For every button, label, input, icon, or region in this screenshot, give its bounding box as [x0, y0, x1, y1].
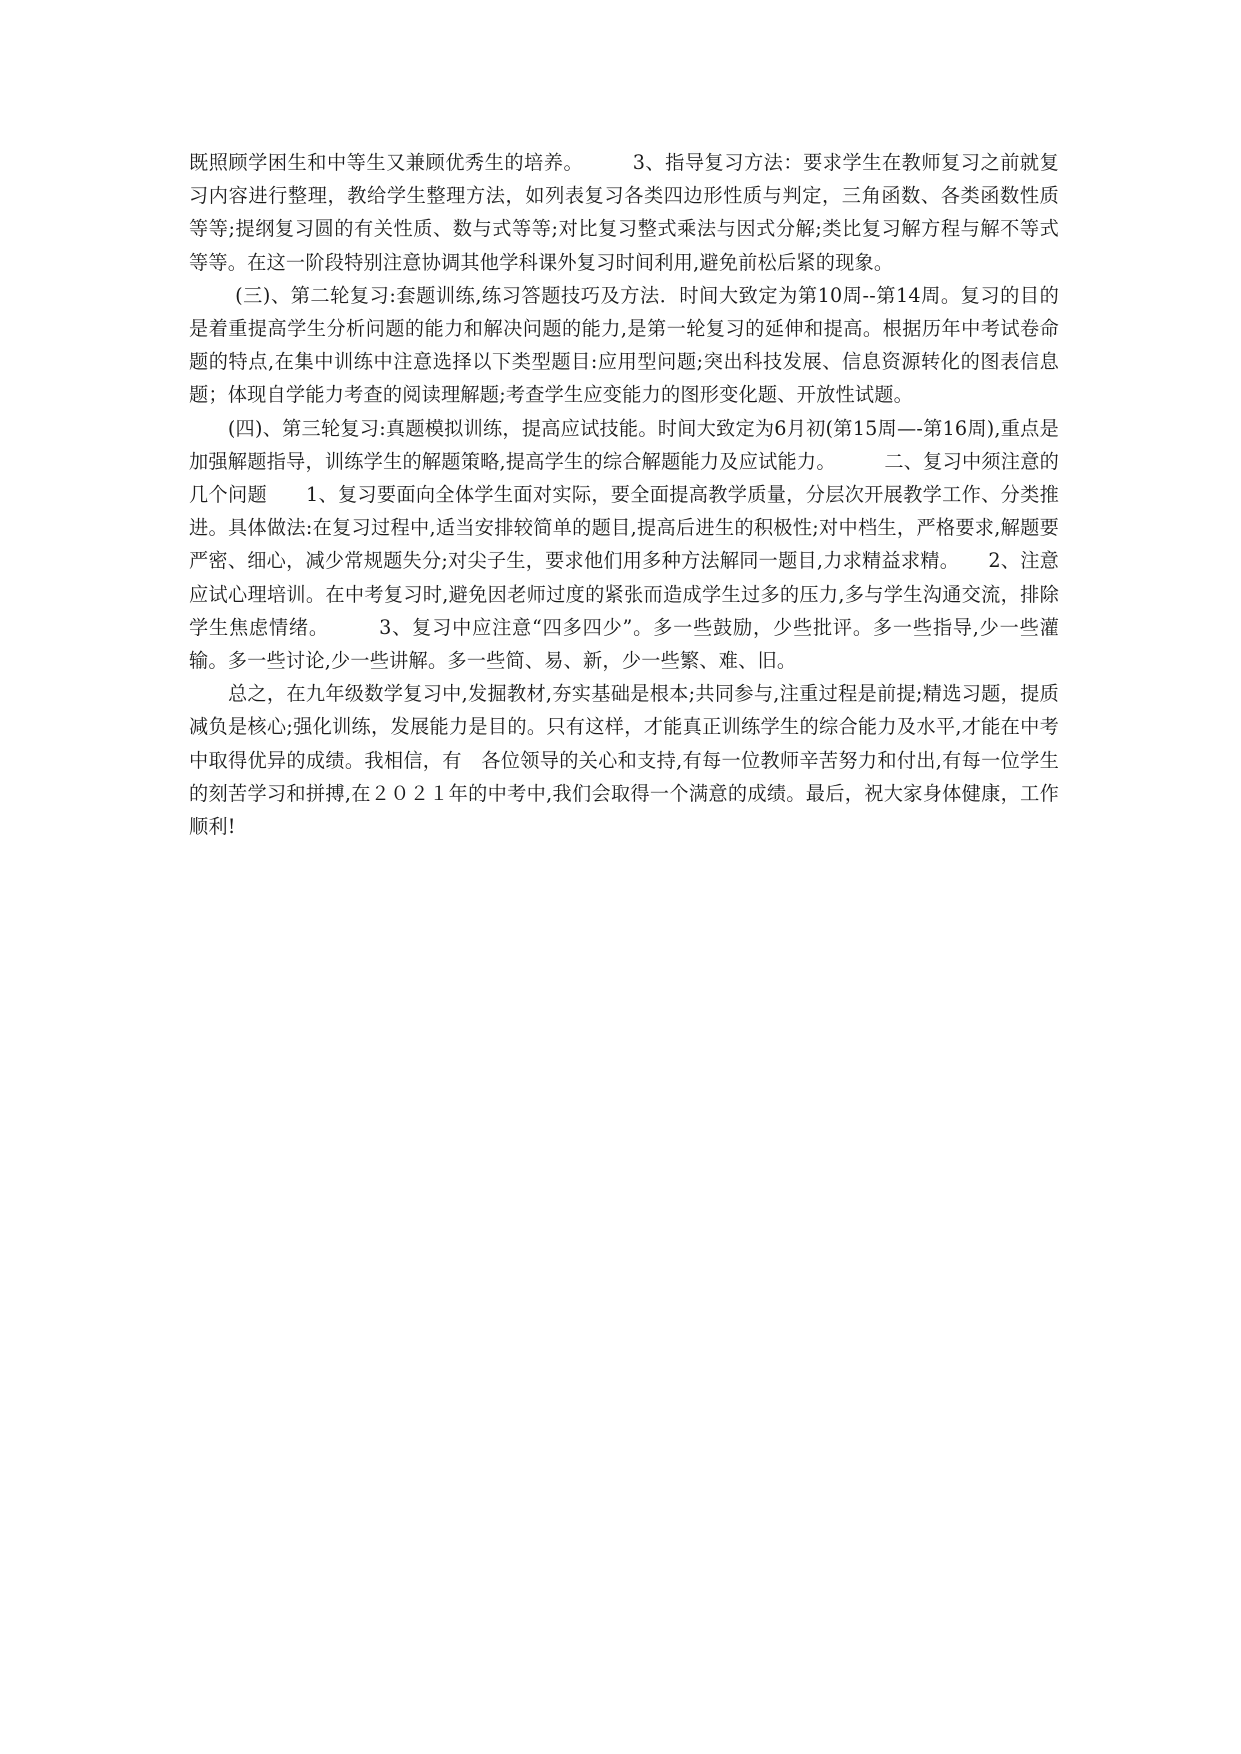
- paragraph-review-methods: 既照顾学困生和中等生又兼顾优秀生的培养。 3、指导复习方法：要求学生在教师复习之前就复习内容进行整理，教给学生整理方法，如列表复习各类四边形性质与判定，三角函数、各类函数性质等等;提纲复习圆的有关性质、数与式等等;对比复习整式乘法与因式分解;类比复习解方程与解不等式等等。在这一阶段特别注意协调其他学科课外复习时间利用,避免前松后紧的现象。: [189, 151, 1059, 274]
- paragraph-third-round-review: (四)、第三轮复习:真题模拟训练，提高应试技能。时间大致定为6月初(第15周—-第16周),重点是加强解题指导，训练学生的解题策略,提高学生的综合解题能力及应试能力。 二、复习中须注意的几个问题 1、复习要面向全体学生面对实际，要全面提高教学质量，分层次开展教学工作、分类推进。具体做法:在复习过程中,适当安排较简单的题目,提高后进生的积极性;对中档生，严格要求,解题要严密、细心，减少常规题失分;对尖子生，要求他们用多种方法解同一题目,力求精益求精。 2、注意应试心理培训。在中考复习时,避免因老师过度的紧张而造成学生过多的压力,多与学生沟通交流，排除学生焦虑情绪。 3、复习中应注意“四多四少”。多一些鼓励，少些批评。多一些指导,少一些灌输。多一些讨论,少一些讲解。多一些简、易、新，少一些繁、难、旧。: [189, 416, 1059, 673]
- paragraph-conclusion: 总之，在九年级数学复习中,发掘教材,夯实基础是根本;共同参与,注重过程是前提;精选习题，提质减负是核心;强化训练，发展能力是目的。只有这样，才能真正训练学生的综合能力及水平,才能在中考中取得优异的成绩。我相信，有 各位领导的关心和支持,有每一位教师辛苦努力和付出,有每一位学生的刻苦学习和拼搏,在２０２１年的中考中,我们会取得一个满意的成绩。最后，祝大家身体健康，工作顺利!: [189, 682, 1059, 839]
- paragraph-second-round-review: (三)、第二轮复习:套题训练,练习答题技巧及方法．时间大致定为第10周--第14周。复习的目的是着重提高学生分析问题的能力和解决问题的能力,是第一轮复习的延伸和提高。根据历年中考试卷命题的特点,在集中训练中注意选择以下类型题目:应用型问题;突出科技发展、信息资源转化的图表信息题；体现自学能力考查的阅读理解题;考查学生应变能力的图形变化题、开放性试题。: [189, 283, 1059, 407]
- document-body: [189, 146, 1059, 843]
